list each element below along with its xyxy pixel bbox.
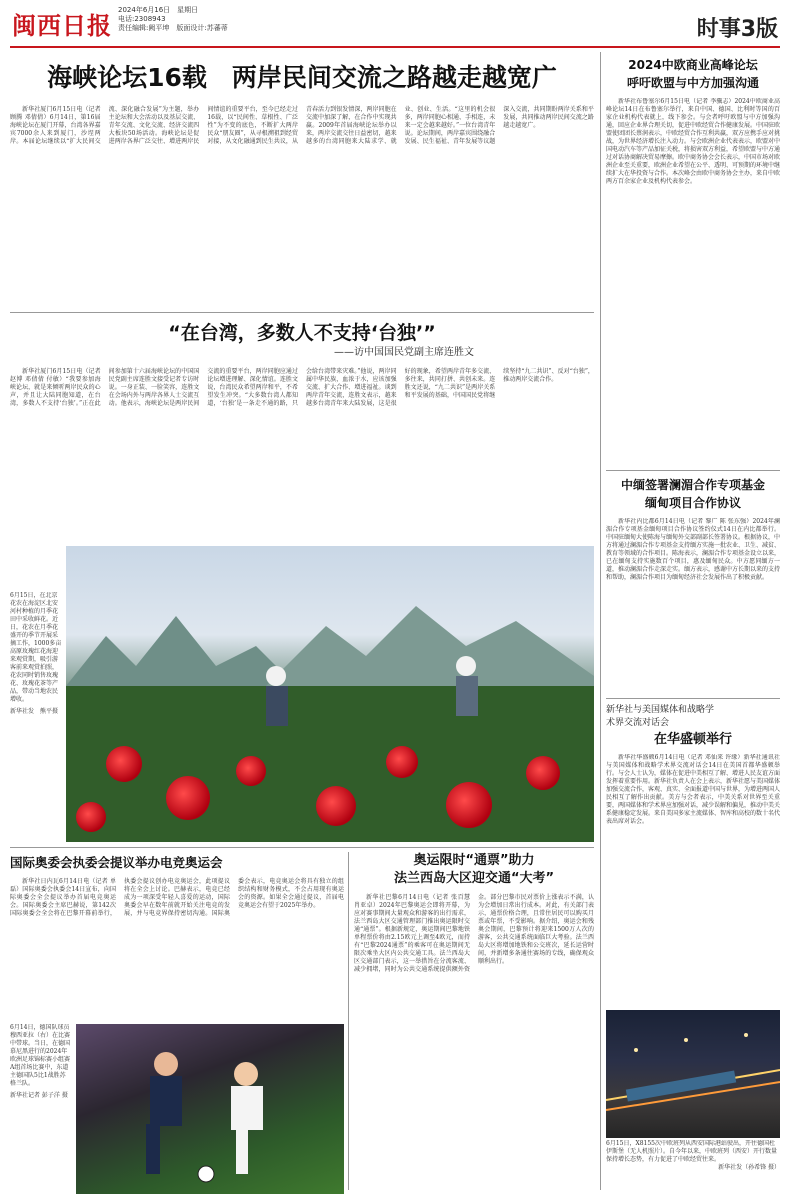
editor-line: 责任编辑:阙平坤 版面设计:苏蕃蒂 xyxy=(118,24,228,32)
masthead-meta xyxy=(118,6,228,33)
light-dot xyxy=(684,1038,688,1042)
train-credit: 新华社发（孙希锋 摄） xyxy=(718,1164,780,1171)
date-line: 2024年6月16日 星期日 xyxy=(118,6,199,14)
player-figure xyxy=(231,1086,263,1130)
ioc-article xyxy=(10,852,344,1020)
mountain-shape xyxy=(266,606,594,686)
train-shape xyxy=(626,1071,736,1102)
column-divider xyxy=(600,52,601,1190)
right3-kicker-line2: 术界交流对话会 xyxy=(606,718,670,728)
soccer-photo xyxy=(76,1024,344,1194)
rose-flower xyxy=(446,782,492,828)
lead-body xyxy=(10,106,594,308)
farmer-figure xyxy=(266,686,288,726)
soccer-ball xyxy=(198,1166,214,1182)
right2-body xyxy=(606,518,780,688)
interview-body xyxy=(10,368,594,538)
section-label: 时事3版 xyxy=(696,17,778,42)
phone-line: 电话:2308943 xyxy=(118,15,166,23)
right1-headline-line2: 呼吁欧盟与中方加强沟通 xyxy=(626,76,759,90)
olympics-body xyxy=(354,894,594,1190)
right-article-3 xyxy=(606,704,780,1009)
train-illustration xyxy=(606,1010,780,1138)
player-figure xyxy=(150,1076,182,1126)
olympics-body-text: 新华社巴黎6月14日电（记者 张百慧 肖亚卓）2024年巴黎奥运会即将开幕，为应对赛事期间大量观众和游客的出行需求，法兰西岛大区交通管理部门推出奥运限时交通“通票”。根据新规定，奥运期间巴黎地铁单程票价将由2.15欧元上调至4欧元，而持有“巴黎2024通票”的乘客可在奥运期间无限次乘坐大区内公共交通工具。法兰西岛大区交通部门表示，这一举措旨在分流客流、减少拥堵，同时为公共交通系统提供额外资金。部分巴黎市民对票价上涨表示不满，认为会增加日常出行成本。对此，有关部门表示，通票价格合理，且常住居民可以购买月票或年票，不受影响。据介绍，奥运会和残奥会期间，巴黎预计将迎来1500万人次的游客，公共交通系统面临巨大考验。法兰西岛大区将增加地铁和公交班次，延长运营时间，并新增多条通往赛场的专线，确保观众顺利出行。 xyxy=(354,894,594,973)
player-figure xyxy=(154,1052,178,1076)
soccer-illustration xyxy=(76,1024,344,1194)
right3-headline: 在华盛顿举行 xyxy=(653,732,732,747)
interview-article xyxy=(10,316,594,546)
train-caption-text: 6月15日，X8155次中欧班列从西安国际港站驶出，开往德国杜伊斯堡（无人机照片）。自今年以来，中欧班列（西安）开行数量保持增长态势，有力促进了中欧经贸往来。 xyxy=(606,1140,778,1163)
rose-photo-caption xyxy=(10,592,62,842)
rose-flower xyxy=(106,746,142,782)
rose-flower xyxy=(76,802,106,832)
player-figure xyxy=(146,1124,160,1174)
player-figure xyxy=(234,1062,258,1086)
lead-body-text: 新华社厦门6月15日电（记者 顾腾 邓倩倩）6月14日，第16届海峡论坛在厦门开幕，台湾各界嘉宾7000余人来到厦门，沙埕两岸。本届论坛继续以“扩大民间交流、深化融合发展”为主题，举办主论坛和大会活动以及基层交流、青年交流、文化交流、经济交流四大板块50场活动。海峡论坛是促进两岸各界广泛交往、增进两岸民间情谊的重要平台，至今已经走过16载，以“民间性、草根性、广泛性”为不变的底色，不断扩大两岸民众“朋友圈”，从寻根溯祖到经贸对接，从文化融通到民生共议，从青春活力到银发情深，两岸同胞在交流中加深了解，在合作中实现共赢。2009年首届海峡论坛举办以来，两岸交流交往日益密切，越来越多的台湾同胞来大陆求学、就业、创业、生活。“这里的机会很多，两岸同胞心相通、手相连，未来一定会越来越好。”一位台湾青年说。论坛期间，两岸嘉宾围绕融合发展、民生福祉、青年发展等议题深入交流，共同期盼两岸关系和平发展，共同推动两岸民间交流之路越走越宽广。 xyxy=(10,106,594,145)
train-photo xyxy=(606,1010,780,1138)
section-divider xyxy=(10,312,594,313)
right2-headline-line2: 缅甸项目合作协议 xyxy=(644,496,741,510)
olympics-headline-line2: 法兰西岛大区迎交通“大考” xyxy=(393,871,555,886)
olympics-article xyxy=(354,852,594,1192)
rose-credit: 新华社发 熊平摄 xyxy=(10,708,59,715)
lead-article xyxy=(10,56,594,311)
soccer-photo-caption xyxy=(10,1024,70,1194)
light-dot xyxy=(634,1048,638,1052)
ioc-body xyxy=(10,878,344,1016)
right1-body xyxy=(606,98,780,458)
column-divider xyxy=(348,852,349,1190)
soccer-caption-text: 6月14日，德国队球员穆西亚拉（右）在比赛中带球。当日，在德国慕尼黑进行的2024年欧洲足球锦标赛小组赛A组首场比赛中，东道主德国队5比1战胜苏格兰队。 xyxy=(10,1024,70,1087)
ioc-body-text: 新华社日内瓦6月14日电（记者 单磊）国际奥委会执委会14日宣布，向国际奥委会全会提议举办首届电竞奥运会。国际奥委会主席巴赫说，第142次国际奥委会全会将在巴黎开幕前举行，执委会提议创办电竞奥运会，此项提议将在全会上讨论。巴赫表示，电竞已经成为一项深受年轻人喜爱的运动，国际奥委会早在数年前就开始关注电竞的发展，并与电竞界保持密切沟通。国际奥委会表示，电竞奥运会将具有独立的组织结构和财务模式，不会占用现有奥运会的资源。如果全会通过提议，首届电竞奥运会有望于2025年举办。 xyxy=(10,878,344,917)
rose-flower xyxy=(386,746,418,778)
interview-body-text: 新华社厦门6月15日电（记者 赵博 邓倩倩 付敏）“我要参加海峡论坛，就是来倾听两岸民众的心声，并且让大陆同胞知道，在台湾，多数人不支持‘台独’。”正在此间参加第十六届海峡论坛的中国国民党副主席连胜文接受记者专访时说。一身正装、一脸笑容，连胜文在会场内外与两岸各界人士交流互动。他表示，海峡论坛是两岸民间交流的重要平台，两岸同胞应通过论坛增进理解、深化情谊。连胜文说，台湾民众希望两岸和平，不希望发生冲突。“大多数台湾人都知道，‘台独’是一条走不通的路，只会给台湾带来灾难。”他说，两岸同属中华民族，血浓于水，应该加强交流、扩大合作、增进福祉。谈到两岸青年交流，连胜文表示，越来越多台湾青年来大陆发展，这是很好的现象，希望两岸青年多交流、多往来，共同打拼、共创未来。连胜文还说，“九二共识”是两岸关系和平发展的基础，中国国民党将继续坚持“九二共识”、反对“台独”，推动两岸交流合作。 xyxy=(10,368,594,407)
rose-field-photo xyxy=(66,546,594,842)
section-divider xyxy=(606,698,780,699)
masthead xyxy=(0,0,790,48)
light-dot xyxy=(744,1033,748,1037)
soccer-credit: 新华社记者 彭子洋 摄 xyxy=(10,1092,68,1099)
mountain-shape xyxy=(66,616,296,686)
farmer-figure xyxy=(456,656,476,676)
interview-headline: “在台湾，多数人不支持‘台独’” xyxy=(168,322,436,344)
farmer-figure xyxy=(456,676,478,716)
rose-flower xyxy=(316,786,356,826)
right3-body-text: 新华社华盛顿6月14日电（记者 邓仙来 许缘）新华社通讯社与美国媒体和战略学术界交流对话会14日在美国首都华盛顿举行。与会人士认为，媒体在促进中美相互了解、增进人民友谊方面发挥着重要作用。新华社负责人在会上表示，新华社愿与美国媒体加强交流合作，客观、真实、全面报道中国与世界，为增进两国人民相互了解作出贡献。美方与会者表示，中美关系对世界至关重要，两国媒体和学术界应加强对话，减少误解和偏见，推动中美关系健康稳定发展。来自美国多家主流媒体、智库和高校的数十名代表出席对话会。 xyxy=(606,754,780,825)
rose-flower xyxy=(526,756,560,790)
train-photo-caption xyxy=(606,1140,780,1196)
right-article-2 xyxy=(606,476,780,694)
section-divider xyxy=(606,470,780,471)
right3-body xyxy=(606,754,780,1004)
right3-kicker-line1: 新华社与美国媒体和战略学 xyxy=(606,705,715,715)
ioc-headline: 国际奥委会执委会提议举办电竞奥运会 xyxy=(10,855,223,870)
newspaper-logo: 闽西日报 xyxy=(12,12,112,40)
right-article-1 xyxy=(606,56,780,466)
right2-body-text: 新华社内比都6月14日电（记者 黎广 陈 张东强）2024年澜湄合作专项基金缅甸项目合作协议签约仪式14日在内比都举行。中国驻缅甸大使陈海与缅甸外交部副部长签署协议。根据协议，中方将通过澜湄合作专项基金支持缅方实施一批农业、卫生、减贫、教育等领域的合作项目。陈海表示，澜湄合作专项基金设立以来，已在缅甸支持实施数百个项目，惠及缅甸民众。中方愿同缅方一道，推动澜湄合作走深走实。缅方表示，感谢中方长期以来的支持和帮助，澜湄合作项目为缅甸经济社会发展作出了积极贡献。 xyxy=(606,518,780,581)
right1-headline-line1: 2024中欧商业高峰论坛 xyxy=(628,58,758,72)
rose-caption-text: 6月15日，在北京花农在海淀区北安河村种植的月季花田中采收鲜花。近日，花农在月季花盛开的季节开展采摘工作，1000多亩高原玫瑰红花海迎来观赏期，吸引游客前来观赏拍照，花农同时销售玫瑰花、玫瑰花茶等产品，带动当地农民增收。 xyxy=(10,592,62,703)
rose-flower xyxy=(166,776,210,820)
lead-headline: 海峡论坛16载 两岸民间交流之路越走越宽广 xyxy=(47,63,557,92)
section-divider xyxy=(10,847,594,848)
interview-subtitle: ——访中国国民党副主席连胜文 xyxy=(334,347,474,358)
olympics-headline-line1: 奥运限时“通票”助力 xyxy=(413,853,535,868)
masthead-rule xyxy=(10,46,780,48)
right1-body-text: 新华社布鲁塞尔6月15日电（记者 李骥志）2024中欧商业高峰论坛14日在布鲁塞尔举行，来自中国、德国、比利时等国的百家企业机构代表就上，线下参会。与会者呼吁欧盟与中方加强沟通，回应企业界合理关切，促进中欧经贸合作健康发展。中国驻欧盟使团团长蔡润表示，中欧经贸合作互利共赢，双方应携手应对挑战，为世界经济增长注入动力。与会欧洲企业代表表示，欧盟对中国电动汽车等产品加征关税，将损害双方利益，希望欧盟与中方通过对话协商解决贸易摩擦。欧中商务协会会长表示，中国市场对欧洲企业至关重要，欧洲企业希望在公平、透明、可预期的环境中继续扩大在华投资与合作。本次峰会由欧中商务协会主办，来自中欧两方百余家企业及机构代表参会。 xyxy=(606,98,780,185)
farmer-figure xyxy=(266,666,286,686)
rose-flower xyxy=(236,756,266,786)
player-figure xyxy=(236,1128,248,1174)
right2-headline-line1: 中缅签署澜湄合作专项基金 xyxy=(620,478,765,492)
